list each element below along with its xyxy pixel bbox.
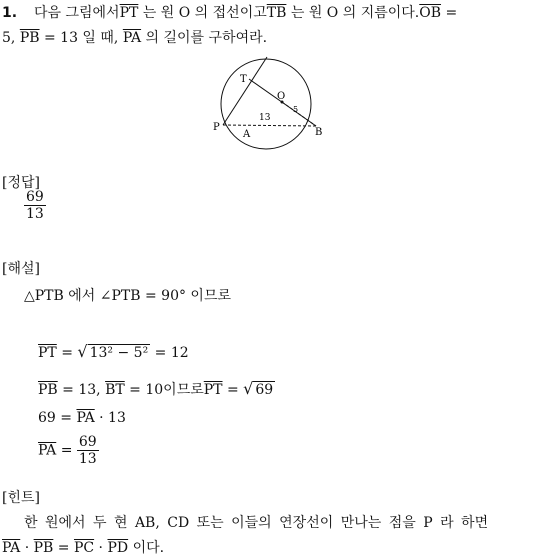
eq1-pt: $\overline{PT}$: [38, 345, 57, 361]
eq3-text: 69 =: [38, 410, 77, 426]
problem-text: 다음 그림에서: [33, 5, 120, 21]
equation-4: [38, 434, 99, 467]
eq4-denominator: 13: [78, 451, 97, 468]
segment-pt: $\overline{PT}$: [119, 5, 139, 21]
hint-dot: ·: [94, 540, 108, 556]
label-13: 13: [259, 113, 271, 123]
problem-line-1: [2, 2, 457, 22]
problem-text: 5,: [2, 30, 20, 46]
geometry-figure: [205, 52, 330, 152]
answer-heading: [정답]: [2, 175, 40, 191]
sqrt-expression: √ 13² − 5²: [77, 342, 149, 361]
answer-denominator: 13: [26, 206, 44, 223]
eq1-radicand: 13² − 5²: [89, 345, 149, 361]
answer-numerator: 69: [26, 189, 44, 205]
eq2-pb: $\overline{PB}$: [38, 382, 58, 398]
solution-intro: △PTB 에서 ∠PTB = 90° 이므로: [24, 288, 232, 304]
eq2-pt: $\overline{PT}$: [203, 382, 223, 398]
label-a: A: [243, 129, 251, 140]
hint-pb: $\overline{PB}$: [33, 540, 54, 556]
label-o: O: [277, 91, 286, 102]
hint-text: 이다.: [128, 540, 165, 556]
circle-o: [221, 59, 311, 149]
hint-pd: $\overline{PD}$: [107, 540, 129, 556]
segment-tb: $\overline{TB}$: [266, 5, 287, 21]
eq2-equals: =: [222, 382, 244, 398]
label-5: 5: [293, 105, 299, 114]
problem-text: 는 원 O 의 접선이고: [138, 5, 267, 21]
eq2-radicand: 69: [255, 382, 274, 398]
hint-line-1: 한 원에서 두 현 AB, CD 또는 이들의 연장선이 만나는 점을 P 라 하면: [24, 515, 489, 531]
eq4-equals: =: [56, 442, 77, 459]
eq4-numerator: 69: [78, 434, 97, 450]
secant-pb: [223, 125, 316, 126]
hint-pa: $\overline{PA}$: [2, 540, 21, 556]
segment-ob: $\overline{OB}$: [419, 5, 442, 21]
problem-number: 1.: [2, 5, 18, 21]
eq1-result: = 12: [150, 345, 189, 361]
problem-text: 의 길이를 구하여라.: [141, 30, 268, 46]
eq4-pa: $\overline{PA}$: [38, 442, 57, 459]
label-t: T: [240, 74, 247, 85]
eq3-text: · 13: [94, 410, 126, 426]
hint-line-2: [2, 537, 164, 557]
eq2-bt: $\overline{BT}$: [105, 382, 125, 398]
eq3-pa: $\overline{PA}$: [76, 410, 95, 426]
problem-text: = 13 일 때,: [39, 30, 123, 46]
equation-1: [38, 344, 189, 361]
eq2-text: = 13,: [57, 382, 106, 398]
equation-3: [38, 410, 126, 426]
problem-text: 는 원 O 의 지름이다.: [286, 5, 420, 21]
sqrt-expression: √ 69: [243, 379, 274, 398]
hint-pc: $\overline{PC}$: [73, 540, 95, 556]
hint-dot: ·: [20, 540, 34, 556]
segment-pa: $\overline{PA}$: [122, 30, 142, 46]
problem-line-2: [2, 27, 267, 47]
answer-fraction: [24, 189, 46, 222]
eq1-equals: =: [56, 345, 78, 361]
solution-heading: [해설]: [2, 261, 40, 277]
eq2-text: = 10이므로: [124, 382, 204, 398]
hint-equals: =: [53, 540, 74, 556]
hint-heading: [힌트]: [2, 490, 40, 506]
eq4-fraction: [77, 434, 99, 467]
segment-pb: $\overline{PB}$: [19, 30, 40, 46]
label-p: P: [213, 122, 220, 133]
label-b: B: [315, 127, 323, 138]
problem-text: =: [441, 5, 458, 21]
equation-2: [38, 379, 275, 399]
